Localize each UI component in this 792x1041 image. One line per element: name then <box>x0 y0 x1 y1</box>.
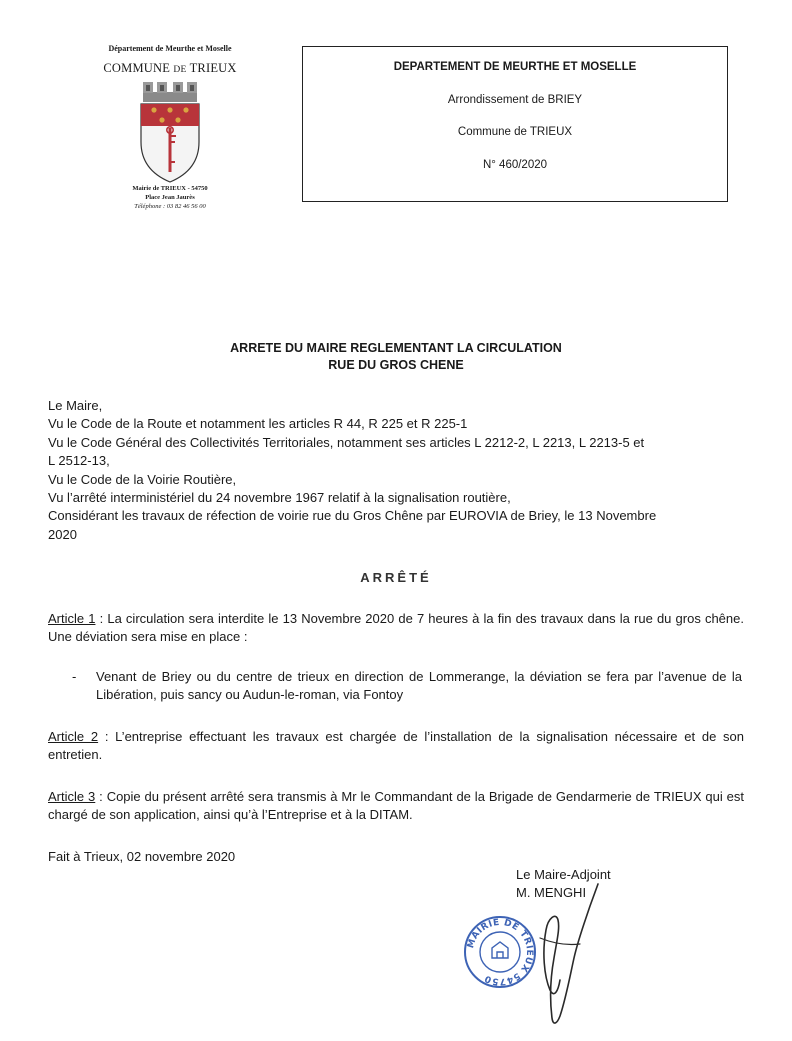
letterhead <box>90 44 250 211</box>
letterhead-commune-main: COMMUNE <box>103 61 171 75</box>
letterhead-telephone: Téléphone : 03 82 46 56 00 <box>134 203 206 210</box>
article-2-label: Article 2 <box>48 729 99 744</box>
signatory-title: Le Maire-Adjoint <box>516 867 611 882</box>
header-commune: Commune de TRIEUX <box>457 126 573 138</box>
visas-block <box>48 397 744 544</box>
title-line2: RUE DU GROS CHENE <box>328 358 464 372</box>
article-3-label: Article 3 <box>48 789 96 804</box>
signatory-name: M. MENGHI <box>516 885 587 901</box>
article-3-text: : Copie du présent arrêté sera transmis à Mr le Commandant de la Brigade de Gendarmerie de TRIEUX qui est chargé de son application, ainsi qu’à l’Entreprise et à la DITAM. <box>48 789 744 823</box>
title-line1: ARRETE DU MAIRE REGLEMENTANT LA CIRCULATION <box>230 341 562 355</box>
visas-intro: Le Maire, <box>48 398 103 413</box>
visa-line: Vu le Code de la Voirie Routière, <box>48 471 237 487</box>
article-2 <box>48 728 744 765</box>
article-1-label: Article 1 <box>48 611 96 626</box>
header-arrondissement: Arrondissement de BRIEY <box>447 94 583 106</box>
document-title <box>0 340 792 374</box>
header-box <box>302 46 728 202</box>
letterhead-commune <box>90 61 250 76</box>
visa-line: Vu le Code Général des Collectivités Territoriales, notamment ses articles L 2212-2, L 2213, L 2213-5 et <box>48 434 645 450</box>
bullet-dash: - <box>72 669 77 684</box>
letterhead-address-line1: Mairie de TRIEUX - 54750 <box>132 185 208 192</box>
header-decree-number: N° 460/2020 <box>482 159 548 171</box>
place-date: Fait à Trieux, 02 novembre 2020 <box>48 849 236 864</box>
visa-line: L 2512-13, <box>48 453 110 469</box>
header-department: DEPARTEMENT DE MEURTHE ET MOSELLE <box>393 61 637 73</box>
letterhead-address-line2: Place Jean Jaurès <box>145 194 195 201</box>
letterhead-commune-name: TRIEUX <box>189 61 237 75</box>
deviation-list-item <box>72 668 742 705</box>
visa-line: Considérant les travaux de réfection de voirie rue du Gros Chêne par EUROVIA de Briey, le 13 Novembre <box>48 508 657 524</box>
article-3 <box>48 788 744 825</box>
letterhead-commune-de: DE <box>173 65 187 75</box>
svg-text:MAIRIE DE TRIEUX 54750: MAIRIE DE TRIEUX 54750 <box>466 917 535 987</box>
deviation-text: Venant de Briey ou du centre de trieux en direction de Lommerange, la déviation se fera par l’avenue de la Libération, puis sancy ou Audun-le-roman, via Fontoy <box>96 669 742 703</box>
letterhead-department: Département de Meurthe et Moselle <box>108 44 232 53</box>
article-1 <box>48 610 744 647</box>
article-1-text: : La circulation sera interdite le 13 Novembre 2020 de 7 heures à la fin des travaux dans la rue du gros chêne. Une déviation sera mise en place : <box>48 611 744 645</box>
visa-line: Vu le Code de la Route et notamment les articles R 44, R 225 et R 225-1 <box>48 416 468 432</box>
arrete-heading: ARRÊTÉ <box>360 570 432 585</box>
visa-line: 2020 <box>48 526 77 542</box>
coat-of-arms-icon <box>137 80 203 184</box>
handwritten-signature-icon <box>520 880 610 1030</box>
article-2-text: : L’entreprise effectuant les travaux est chargée de l’installation de la signalisation nécessaire et de son entretien. <box>48 729 744 763</box>
visa-line: Vu l’arrêté interministériel du 24 novembre 1967 relatif à la signalisation routière, <box>48 490 511 506</box>
